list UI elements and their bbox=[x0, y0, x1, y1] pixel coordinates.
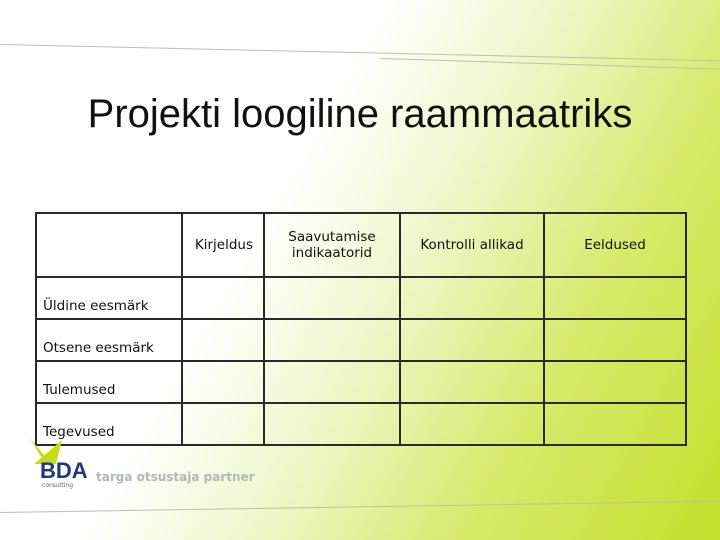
table-cell bbox=[544, 403, 686, 445]
table-cell bbox=[400, 277, 544, 319]
header-empty bbox=[36, 213, 182, 277]
header-eeldused: Eeldused bbox=[544, 213, 686, 277]
decor-line-top bbox=[0, 44, 720, 61]
table-cell bbox=[544, 277, 686, 319]
logo-mark: BDA bbox=[40, 458, 88, 483]
table-cell bbox=[264, 277, 400, 319]
logo-tagline: targa otsustaja partner bbox=[96, 470, 255, 484]
table-cell bbox=[544, 361, 686, 403]
table-cell bbox=[544, 319, 686, 361]
table-cell bbox=[264, 403, 400, 445]
table-row bbox=[36, 319, 686, 361]
decor-line-bottom bbox=[0, 501, 720, 513]
table-cell bbox=[400, 361, 544, 403]
header-kontrolli-allikad: Kontrolli allikad bbox=[400, 213, 544, 277]
header-kirjeldus: Kirjeldus bbox=[182, 213, 264, 277]
table-cell bbox=[264, 361, 400, 403]
row-label-otsene-eesmark: Otsene eesmärk bbox=[36, 319, 182, 361]
logo-sub: consulting bbox=[42, 482, 73, 489]
slide-title: Projekti loogiline raammaatriks bbox=[87, 92, 633, 136]
row-label-yldine-eesmark: Üldine eesmärk bbox=[36, 277, 182, 319]
table-cell bbox=[182, 319, 264, 361]
row-label-tegevused: Tegevused bbox=[36, 403, 182, 445]
row-label-tulemused: Tulemused bbox=[36, 361, 182, 403]
table-cell bbox=[400, 403, 544, 445]
table-row bbox=[36, 361, 686, 403]
table-cell bbox=[182, 277, 264, 319]
header-indikaatorid: Saavutamise indikaatorid bbox=[264, 213, 400, 277]
logframe-matrix bbox=[35, 212, 687, 446]
header-row bbox=[36, 213, 686, 277]
table-cell bbox=[264, 319, 400, 361]
table-row bbox=[36, 277, 686, 319]
table-cell bbox=[400, 319, 544, 361]
table-cell bbox=[182, 361, 264, 403]
